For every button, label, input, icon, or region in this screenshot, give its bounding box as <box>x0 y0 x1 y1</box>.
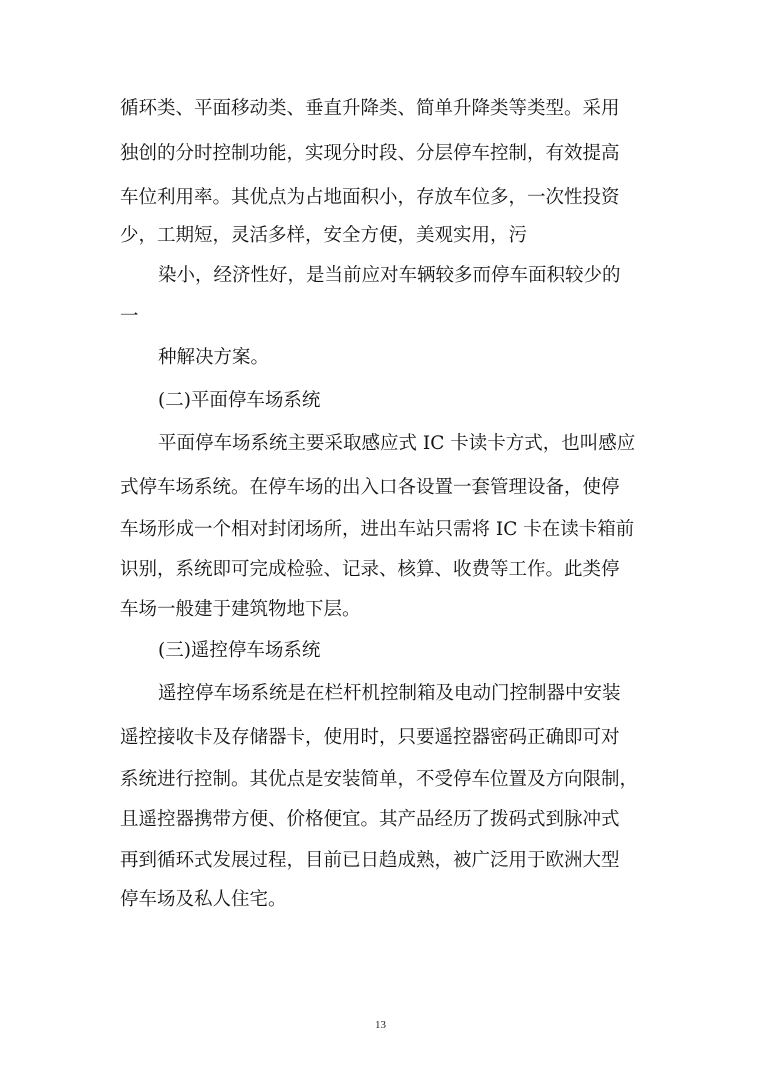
text-line: 再到循环式发展过程，目前已日趋成熟，被广泛用于欧洲大型 <box>120 850 620 871</box>
text-line: 识别，系统即可完成检验、记录、核算、收费等工作。此类停 <box>120 559 620 580</box>
text-line: 车位利用率。其优点为占地面积小，存放车位多，一次性投资 <box>120 187 620 208</box>
text-line: 循环类、平面移动类、垂直升降类、简单升降类等类型。采用 <box>120 98 620 119</box>
page-number: 13 <box>375 1019 386 1031</box>
text-line: 独创的分时控制功能，实现分时段、分层停车控制，有效提高 <box>120 143 620 164</box>
section-heading: (三)遥控停车场系统 <box>158 640 321 661</box>
text-line: 染小，经济性好，是当前应对车辆较多而停车面积较少的 <box>158 265 621 286</box>
text-line: 车场一般建于建筑物地下层。 <box>120 599 361 620</box>
text-line: 平面停车场系统主要采取感应式 IC 卡读卡方式，也叫感应 <box>158 433 636 454</box>
text-line: 遥控停车场系统是在栏杆机控制箱及电动门控制器中安装 <box>158 683 621 704</box>
text-line: 遥控接收卡及存储器卡，使用时，只要遥控器密码正确即可对 <box>120 727 620 748</box>
text-line: 一 <box>120 306 139 327</box>
text-line: 少，工期短，灵活多样，安全方便，美观实用，污 <box>120 225 528 246</box>
section-heading: (二)平面停车场系统 <box>158 390 321 411</box>
text-line: 式停车场系统。在停车场的出入口各设置一套管理设备，使停 <box>120 477 620 498</box>
text-line: 系统进行控制。其优点是安装简单，不受停车位置及方向限制， <box>120 769 639 790</box>
text-line: 车场形成一个相对封闭场所，进出车站只需将 IC 卡在读卡箱前 <box>120 519 635 540</box>
text-line: 种解决方案。 <box>158 347 270 368</box>
text-line: 停车场及私人住宅。 <box>120 889 287 910</box>
text-line: 且遥控器携带方便、价格便宜。其产品经历了拨码式到脉冲式 <box>120 809 620 830</box>
